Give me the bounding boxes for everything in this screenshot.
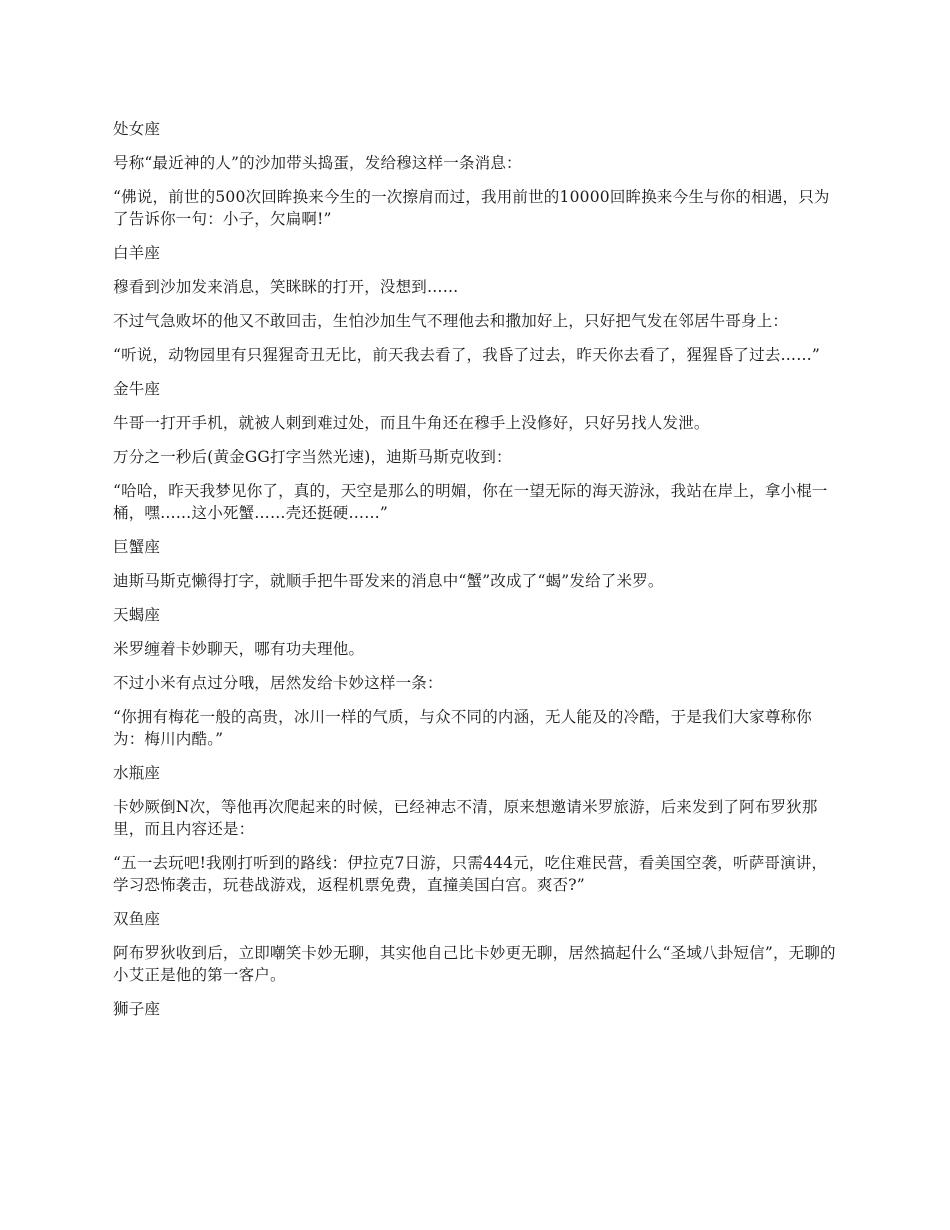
quote-paragraph: “佛说，前世的500次回眸换来今生的一次擦肩而过，我用前世的10000回眸换来今生与你的相遇，只为了告诉你一句：小子，欠扁啊!” — [113, 188, 830, 228]
paragraph: 不过小米有点过分哦，居然发给卡妙这样一条： — [113, 674, 443, 692]
paragraph: 米罗缠着卡妙聊天，哪有功夫理他。 — [113, 640, 365, 658]
section-heading-aquarius: 水瓶座 — [113, 764, 161, 782]
paragraph: 不过气急败坏的他又不敢回击，生怕沙加生气不理他去和撒加好上，只好把气发在邻居牛哥身上： — [113, 312, 789, 330]
section-heading-leo: 狮子座 — [113, 1000, 161, 1018]
paragraph: 迪斯马斯克懒得打字，就顺手把牛哥发来的消息中“蟹”改成了“蝎”发给了米罗。 — [113, 572, 664, 590]
paragraph: 穆看到沙加发来消息，笑眯眯的打开，没想到…… — [113, 278, 459, 296]
paragraph: 卡妙厥倒N次，等他再次爬起来的时候，已经神志不清，原来想邀请米罗旅游，后来发到了阿布罗狄那里，而且内容还是： — [113, 798, 818, 838]
paragraph: 牛哥一打开手机，就被人刺到难过处，而且牛角还在穆手上没修好，只好另找人发泄。 — [113, 414, 710, 432]
paragraph: 万分之一秒后(黄金GG打字当然光速)，迪斯马斯克收到： — [113, 448, 512, 466]
quote-paragraph: “五一去玩吧!我刚打听到的路线：伊拉克7日游，只需444元，吃住难民营，看美国空袭，听萨哥演讲，学习恐怖袭击，玩巷战游戏，返程机票免费，直撞美国白宫。爽否?” — [113, 854, 828, 894]
section-heading-pisces: 双鱼座 — [113, 910, 161, 928]
quote-paragraph: “听说，动物园里有只猩猩奇丑无比，前天我去看了，我昏了过去，昨天你去看了，猩猩昏了过去……” — [113, 346, 821, 364]
section-heading-aries: 白羊座 — [113, 244, 161, 262]
paragraph: 阿布罗狄收到后，立即嘲笑卡妙无聊，其实他自己比卡妙更无聊，居然搞起什么“圣域八卦短信”，无聊的小艾正是他的第一客户。 — [113, 944, 836, 984]
section-heading-virgo: 处女座 — [113, 120, 161, 138]
quote-paragraph: “你拥有梅花一般的高贵，冰川一样的气质，与众不同的内涵，无人能及的冷酷，于是我们大家尊称你为：梅川内酷。” — [113, 708, 812, 748]
paragraph: 号称“最近神的人”的沙加带头捣蛋，发给穆这样一条消息： — [113, 154, 522, 172]
quote-paragraph: “哈哈，昨天我梦见你了，真的，天空是那么的明媚，你在一望无际的海天游泳，我站在岸上，拿小棍一桶，嘿……这小死蟹……壳还挺硬……” — [113, 482, 828, 522]
document-page — [113, 118, 841, 1020]
section-heading-taurus: 金牛座 — [113, 380, 161, 398]
section-heading-cancer: 巨蟹座 — [113, 538, 161, 556]
section-heading-scorpio: 天蝎座 — [113, 606, 161, 624]
